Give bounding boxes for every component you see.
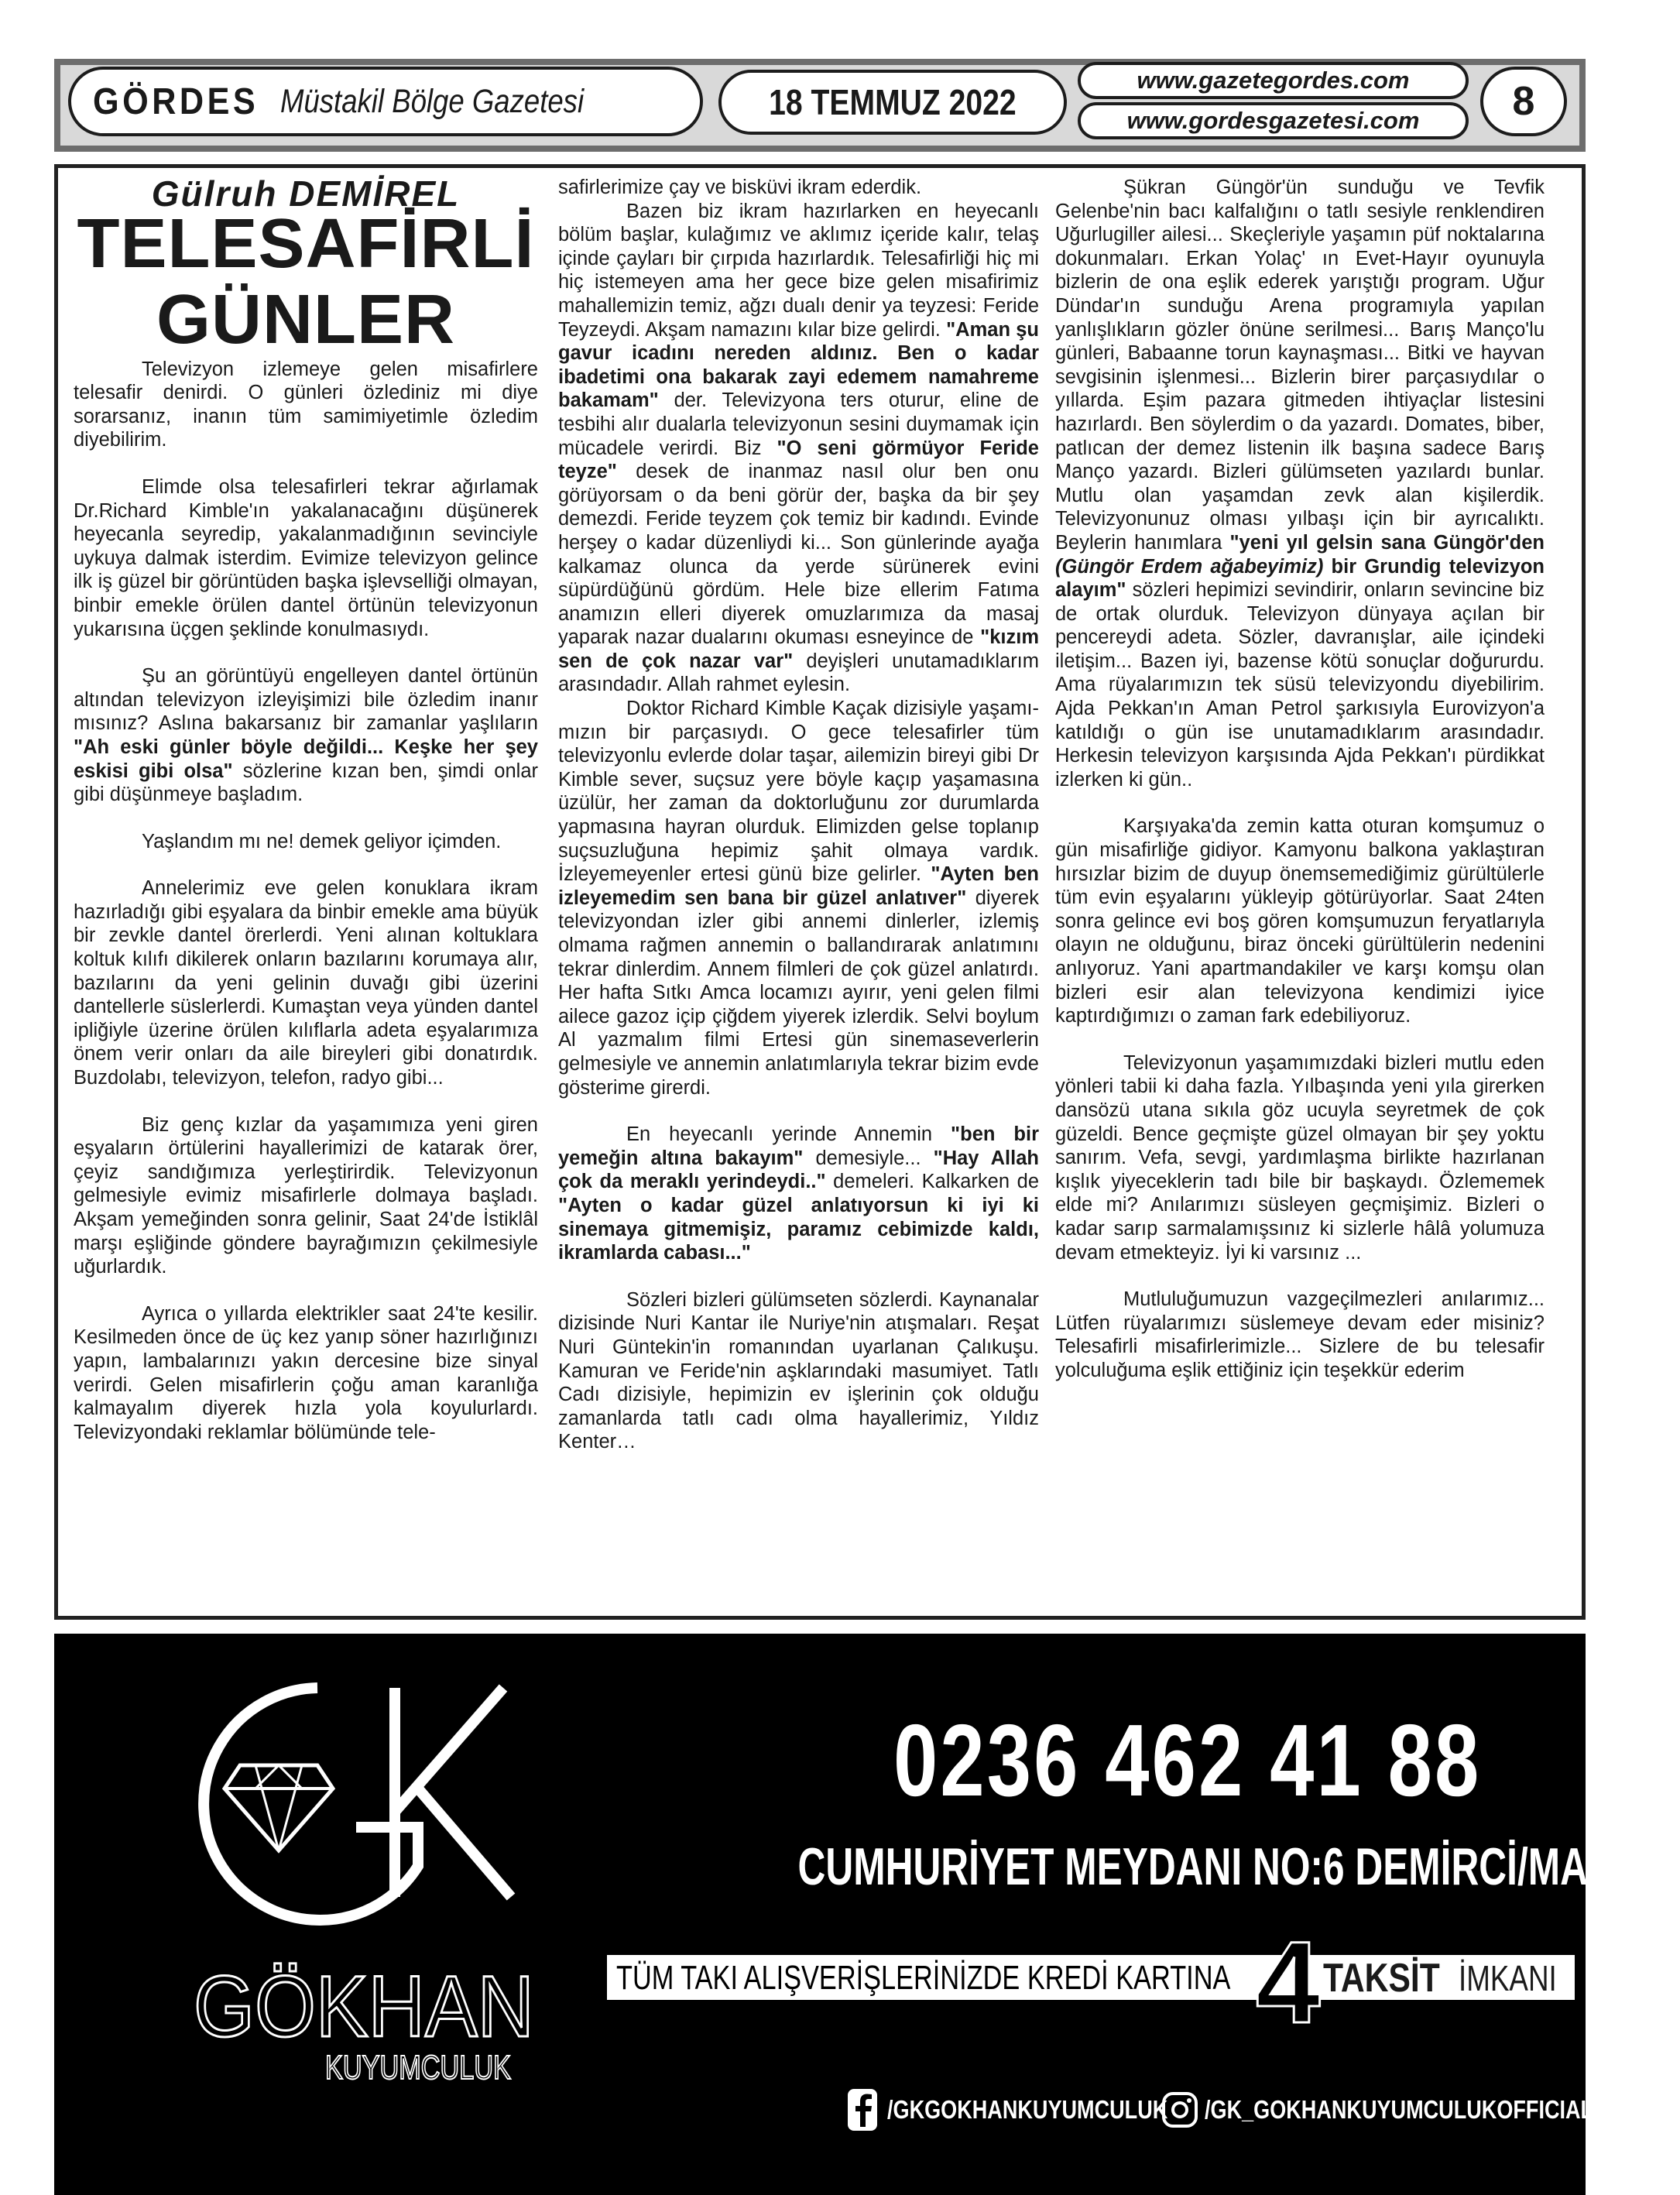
instagram-handle[interactable]: /GK_GOKHANKUYUMCULUKOFFICIAL (1205, 2095, 1594, 2124)
phone-number[interactable]: 0236 462 41 88 (893, 1703, 1482, 1817)
jeweler-advertisement[interactable] (54, 1634, 1680, 2195)
website-pill-2[interactable] (1078, 102, 1469, 139)
text-run: demeleri. Kalkarken de (825, 1171, 1039, 1193)
installment-banner (607, 1917, 1575, 2047)
text-run: deyişleri unutamadıklarım arasındadır. Allah rahmet eylesin. (558, 650, 1040, 696)
headline-line-1: TELESAFİRLİ (77, 204, 535, 283)
installment-number: 4 (1256, 1917, 1321, 2047)
issue-date: 18 TEMMUZ 2022 (769, 82, 1017, 122)
paragraph: Annelerimiz eve gelen konuklara ikram hazırladığı gibi eşyalara da binbir emekle ama büyük bir zevkle dantel örerlerdi. Yeni alınan koltuklara koltuk kılıfı dikilerek onların bazılarını korumaya alır, bazılarını da yeni gelinin duvağı gibi üzerini dantellerle süslerlerdi. Kumaştan veya yünden dantel ipliğiyle üzerine örülen kılıflarla adeta eşyalarımıza önem verir onları da aile bireyleri gibi donatırdık. Buzdolabı, televizyon, telefon, radyo gibi... (74, 877, 538, 1089)
facebook-handle[interactable]: /GKGOKHANKUYUMCULUK (887, 2095, 1168, 2124)
logo-subtitle: KUYUMCULUK (325, 2049, 511, 2087)
paragraph: Sözleri bizleri gülümseten sözlerdi. Kaynanalar dizisinde Nuri Kantar ile Nuriye'nin atışmaları. Reşat Nuri Güntekin'in romanından uyarlanan Çalıkuşu. Kamuran ve Feride'nin aşklarındaki masumiyet. Tatlı Cadı dizisiyle, hepimizin ev işlerinin çok olduğu zamanlarda tatlı cadı olma hayallerimiz, Yıldız Kenter… (558, 1288, 1039, 1453)
headline (74, 206, 538, 358)
facebook-icon (844, 2087, 881, 2133)
installment-suffix: İMKANI (1459, 1958, 1557, 1998)
newspaper-tagline: Müstakil Bölge Gazetesi (280, 82, 585, 120)
quote: "O seni görmüyor Feride teyze" (558, 437, 1039, 483)
instagram-link[interactable] (1161, 2087, 1678, 2133)
paragraph: Televizyon izlemeye gelen misafirlere telesafir denirdi. O günleri özlediniz mi diye sorarsanız, inanın tüm samimiyetimle özledim diyebilirim. (74, 358, 538, 451)
text-run: desek de inanmaz nasıl olur ben onu görüyorsam o da beni görür der, başka da bir şey demezdi. Feride teyzem çok temiz bir kadındı. Evinde herşey o kadar düzenliydi ki... Son günlerinde ayağa kalkamaz olunca da yerde sürünerek evini süpürdüğünü gördüm. Hele bize ellerim Fatıma anamızın elleri diyerek omuzlarımıza da masaj yaparak nazar dualarını okuması esneyince de (558, 461, 1039, 649)
quote: "kızım sen de çok nazar var" (558, 626, 1039, 672)
text-run: Şu an görüntüyü engelleyen dantel örtünün altından televizyon izleyişimizi bile özledim inanır mısınız? Aslına bakarsanız bir zamanlar yaşlıların (74, 665, 538, 735)
page-number: 8 (1512, 79, 1535, 124)
article-column-1 (74, 173, 538, 1444)
paragraph: Televizyonun yaşamımızdaki bizleri mutlu eden yönleri tabii ki daha fazla. Yılbaşında yeni yıla girerken dansözü utana sıkıla göz ucuyla seyretmek de çok güzeldi. Bence geçmişte güzel olmayan bir şey yoktu sanırım. Vefa, sevgi, yardımlaşma birlikte hazırlanan kışlık yiyeceklerin tadı bile bir başkaydı. Özlememek elde mi? Anılarımızı süsleyen geçmişimiz. Bizleri o kadar sarıp sarmalamışsınız ki sizlerle hâlâ yolumuza devam etmekteyiz. İyi ki varsınız ... (1055, 1051, 1545, 1264)
quote-aside-italic: (Güngör Erdem ağabeyimiz) (1055, 555, 1324, 578)
text-run: Bazen biz ikram hazırlarken en heyecanlı bölüm başlar, kulağımız ve aklımız içeride kalır, telaş içinde çayları bir çırpıda hazırlardık. Telesafirliği hiç mi hiç istemeyen ama her gece bize gelen misafirimiz mahallemizin temiz, ağzı dualı denir ya teyzesi: Feride Teyzeydi. Akşam namazını kılar bize gelirdi. (558, 200, 1039, 341)
paragraph (74, 664, 538, 807)
text-run: sözleri hepimizi sevindirir, onların sevincine biz de ortak olurduk. Televizyon dünyaya açılan bir pencereydi adeta. Sözler, davranışlar, aile içindeki iletişim... Bazen iyi, bazense kötü sonuçlar doğururdu. Ama rüyalarımızın tek süsü televizyondu diyebilirim. Ajda Pekkan'ın Aman Petrol şarkısıyla Eurovizyon'a katıldığı o gün ise unutamadıklarım arasındadır. Herkesin televizyon karşısında Ajda Pekkan'ı pürdikkat izlerken ki gün.. (1055, 579, 1545, 791)
page-number-pill (1480, 67, 1567, 136)
installment-word: TAKSİT (1323, 1956, 1440, 2001)
text-run: der. Televizyona ters oturur, eline de tesbihi alır dualarla televizyonun sesini duymamak için mücadele verirdi. Biz (558, 389, 1039, 459)
paragraph: Karşıyaka'da zemin katta oturan komşumuz o gün misafirliğe gidiyor. Kamyonu balkona yaklaştıran hırsızlar bizim de duyup önemsemediğimiz gürültülerle tüm evin eşyalarını yükleyip götürüyorlar. Saat 24ten sonra gelince evi boş gören komşumuzun feryatlarıyla olayın ne olduğunu, biraz önceki gürültülerin nedenini anlıyoruz. Yani apartmandakiler ve karşı komşu olan bizleri esir alan televizyona kendimizi iyice kaptırdığımızı o zaman fark edebiliyoruz. (1055, 815, 1545, 1027)
headline-line-2: GÜNLER (156, 280, 455, 358)
masthead (54, 59, 1586, 152)
website-link-2[interactable]: www.gordesgazetesi.com (1126, 107, 1420, 134)
text-run: demesiyle... (803, 1147, 934, 1169)
quote: "Aman şu gavur icadını nereden aldınız. Ben o kadar ibadetimi ona bakarak zayi edemem namahreme bakamam" (558, 318, 1040, 412)
logo-k-arm-lower (418, 1789, 511, 1897)
quote: "Hay Allah çok da meraklı yerindeydi.." (558, 1147, 1039, 1193)
title-pill (68, 67, 703, 136)
date-pill (718, 70, 1067, 135)
quote: "Ayten o kadar güzel anlatıyorsun ki iyi ki sinemaya gitmemişiz, paramız cebimizde kaldı, ikramlarda cabası..." (558, 1194, 1039, 1264)
store-address: CUMHURİYET MEYDANI NO:6 DEMİRCİ/MANİSA (797, 1837, 1680, 1896)
paragraph (558, 697, 1039, 1099)
quote-aside (1055, 556, 1323, 578)
quote: "Ah eski günler böyle değildi... Keşke her şey eskisi gibi olsa" (74, 736, 538, 782)
diamond-icon (225, 1765, 333, 1850)
paragraph: Biz genç kızlar da yaşamımıza yeni giren eşyaların örtülerini hayallerimizi de katarak örer, çeyiz sandığımıza yerleştirirdik. Televizyonun gelmesiyle evimiz misafirlerle dolmaya başladı. Akşam yemeğinden sonra gelinir, Saat 24'de İstiklâl marşı eşliğinde göndere bayrağımızın çekilmesiyle uğurlardık. (74, 1113, 538, 1278)
instagram-icon (1161, 2087, 1198, 2133)
author-name: Gülruh DEMİREL (151, 173, 461, 214)
quote: "ben bir yemeğin altına bakayım" (558, 1123, 1039, 1169)
paragraph (558, 200, 1039, 697)
quote: bir Grundig televizyon alayım" (1055, 555, 1545, 602)
logo-name: GÖKHAN (194, 1958, 534, 2055)
text-run: En heyecanlı yerinde Annemin (626, 1123, 951, 1146)
paragraph (1055, 176, 1545, 791)
article-box (54, 164, 1586, 1620)
article-column-2 (558, 176, 1039, 1454)
quote: "yeni yıl gelsin sana Güngör'den (1229, 531, 1545, 554)
paragraph: Elimde olsa telesafirleri tekrar ağırlamak Dr.Richard Kimble'ın yakalanacağını düşünerek heyecanla seyredip, yakalanmadığının sevinciyle uykuya dalmak isterdim. Evimize televizyon gelince ilk iş güzel bir görüntüden başka işlevselliği olmayan, binbir emekle örülen dantel örtünün televizyonun yukarısına üçgen şeklinde konulmasıydı. (74, 475, 538, 640)
paragraph (558, 1123, 1039, 1265)
website-pill-1[interactable] (1078, 62, 1469, 99)
article-column-3 (1055, 176, 1545, 1383)
paragraph: Yaşlandım mı ne! demek geliyor içimden. (142, 830, 502, 852)
text-run: diyerek televizyondan izler gibi annemi dinlerler, izlemiş olmama rağmen annemin o ballandırarak anlatımını tekrar dinlerdim. Annem filmleri de çok güzel anlatırdı. Her hafta Sıtkı Amca locamızı ayırır, yeni gelen filmi ailece gazoz içip çiğdem yiyerek izlerdik. Selvi boylum Al yazmalım filmi Ertesi gün sinemaseverlerin gelmesiyle ve annemin anlatımlarıyla tekrar bizim evde gösterime girerdi. (558, 887, 1039, 1099)
quote: "Ayten ben izleyemedim sen bana bir güzel anlatıver" (558, 863, 1039, 909)
website-link-1[interactable]: www.gazetegordes.com (1137, 67, 1410, 94)
paragraph: safirlerimize çay ve bisküvi ikram ederdik. (558, 177, 922, 198)
paragraph: Ayrıca o yıllarda elektrikler saat 24'te kesilir. Kesilmeden önce de üç kez yanıp söner hazırlığınızı yapın, lambalarınızı yakın dercesine bize sinyal verirdi. Gelen misafirlerin çoğu aman karanlığa kalmayalım diyerek hızla yola koyulurlardı. Televizyondaki reklamlar bölümünde tele- (74, 1302, 538, 1443)
paragraph: Mutluluğumuzun vazgeçilmezleri anılarımız... Lütfen rüyalarımızı süslemeye devam eder misiniz? Telesafirli misafirlerimizle... Sizlere de bu telesafir yolculuğuma eşlik ettiğiniz için teşekkür ederim (1055, 1288, 1545, 1381)
newspaper-name: GÖRDES (93, 81, 259, 122)
gokhan-logo (163, 1665, 565, 2098)
text-run: Şükran Güngör'ün sunduğu ve Tevfik Gelenbe'nin bacı kalfalığını o tatlı sesiyle renklendiren Uğurlugiller ailesi... Skeçleriyle yaşamın püf noktalarına dokunmaları. Erkan Yolaç' ın Evet-Hayır oyunuyla bizlerin de ona eşlik ederek yarıştığı program. Uğur Dündar'ın sunduğu Arena programıyla yapılan yanlışlıkların gözler önüne serilmesi... Barış Manço'lu günleri, Babaanne torun kaynaşması... Bitki ve hayvan sevgisinin işlenmesi... Bizlerin birer parçasıydılar o yıllarda. Eşim pazara gitmeden ihtiyaçlar listesini hazırlardı. Ben söylerdim o da yazardı. Domates, biber, patlıcan der demez listenin ilk başına sadece Barış Manço yazardı. Bizleri gülümseten yazılardı bunlar. Mutlu olan yaşamdan zevk alan kişilerdik. Televizyonunuz olması yılbaşı için bir ayrıcalıktı. Beylerin hanımlara (1055, 177, 1545, 554)
logo-k-arm-upper (395, 1688, 503, 1812)
banner-text: TÜM TAKI ALIŞVERİŞLERİNİZDE KREDİ KARTINA (616, 1959, 1231, 1997)
text-run: sözlerine kızan ben, şimdi onlar gibi düşünmeye başladım. (74, 760, 538, 806)
text-run: Doktor Richard Kimble Kaçak dizisiyle yaşamı-mızın bir parçasıydı. O gece telesafirler tüm televizyonlu evlerde dolar taşar, ailemizin bireyi gibi Dr Kimble sever, suçsuz yere böyle kaçıp yaşamasına üzülür, her zaman da doktorluğunu zor durumlarda yapmasına hayran olurduk. Elimizden gelse toplanıp suçsuzluğuna hepimiz şahit olmaya vardık. İzleyemeyenler ertesi günü bize gelirler. (558, 698, 1039, 886)
